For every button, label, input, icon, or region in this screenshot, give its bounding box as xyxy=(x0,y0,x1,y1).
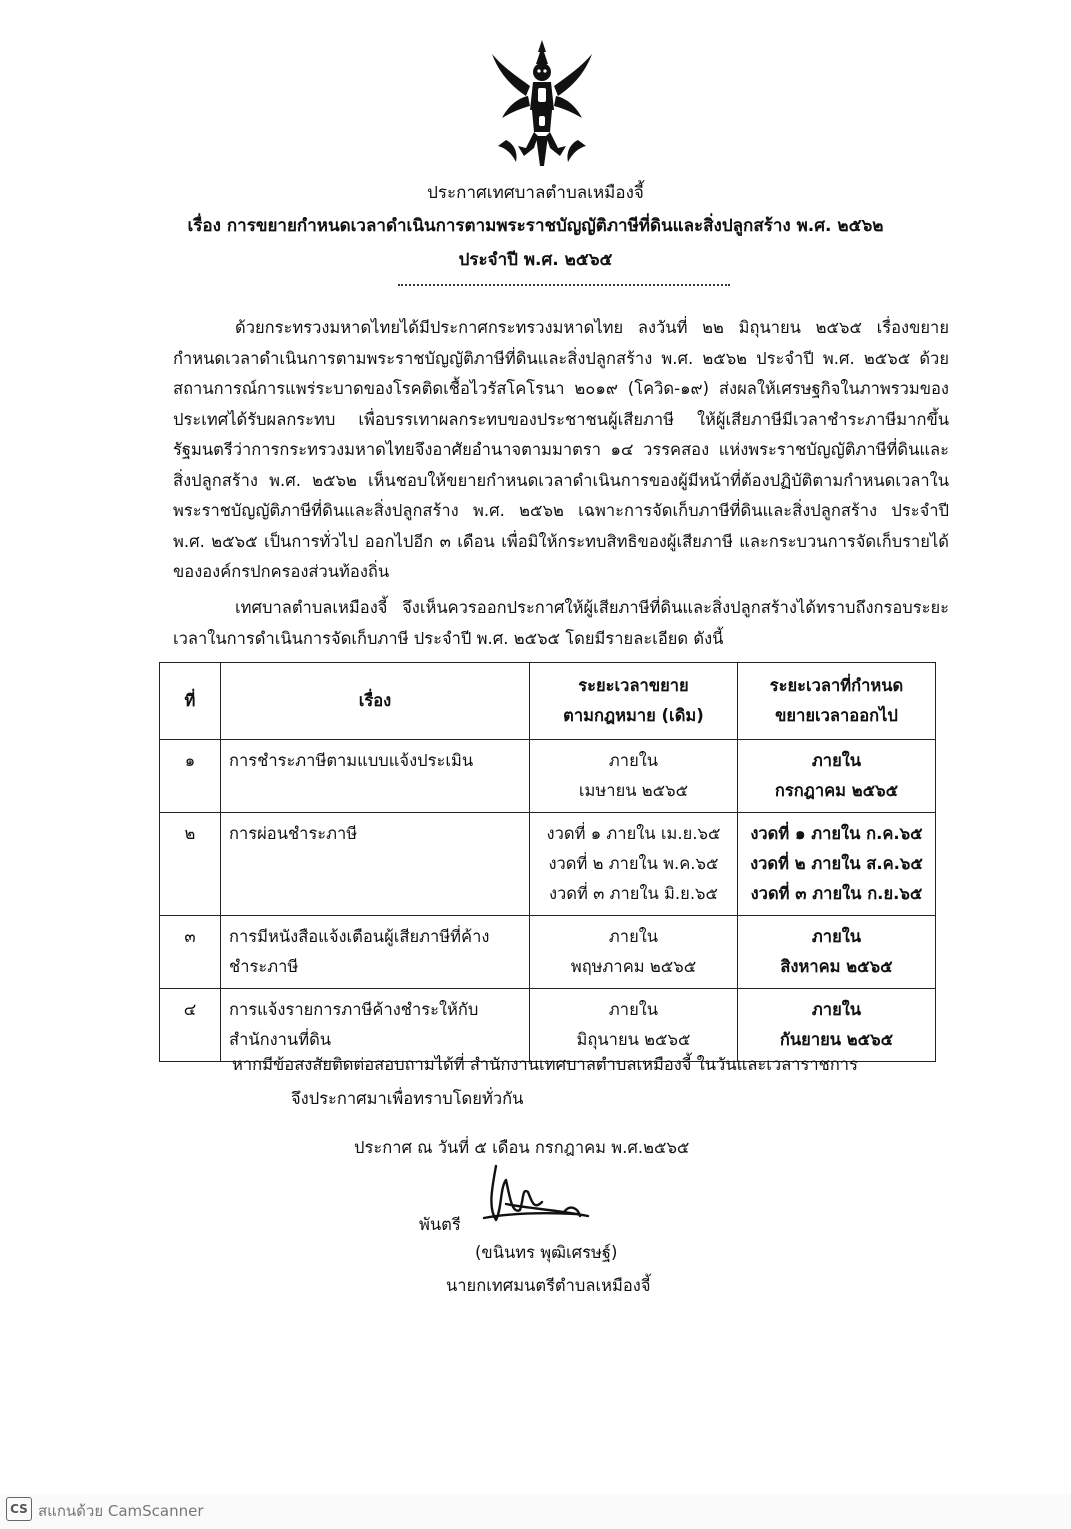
row-old-period: ภายใน พฤษภาคม ๒๕๖๕ xyxy=(530,916,738,989)
row-subject: การผ่อนชำระภาษี xyxy=(221,813,530,916)
table-row xyxy=(160,916,936,989)
table-row xyxy=(160,813,936,916)
row-number: ๒ xyxy=(160,813,221,916)
row-number: ๑ xyxy=(160,740,221,813)
table-row xyxy=(160,740,936,813)
header-subject: เรื่อง xyxy=(221,663,530,740)
body-paragraph-2: เทศบาลตำบลเหมืองจี้ จึงเห็นควรออกประกาศให้ผู้เสียภาษีที่ดินและสิ่งปลูกสร้างได้ทราบถึงกรอบระยะเวลาในการดำเนินการจัดเก็บภาษี ประจำปี พ.ศ. ๒๕๖๕ โดยมีรายละเอียด ดังนี้ xyxy=(173,598,949,648)
announce-line: จึงประกาศมาเพื่อทราบโดยทั่วกัน xyxy=(291,1089,524,1108)
body-paragraph-1: ด้วยกระทรวงมหาดไทยได้มีประกาศกระทรวงมหาดไทย ลงวันที่ ๒๒ มิถุนายน ๒๕๖๕ เรื่องขยายกำหนดเวลาดำเนินการตามพระราชบัญญัติภาษีที่ดินและสิ่งปลูกสร้าง พ.ศ. ๒๕๖๒ ประจำปี พ.ศ. ๒๕๖๕ ด้วยสถานการณ์การแพร่ระบาดของโรคติดเชื้อไวรัสโคโรนา ๒๐๑๙ (โควิด-๑๙) ส่งผลให้เศรษฐกิจในภาพรวมของประเทศได้รับผลกระทบ เพื่อบรรเทาผลกระทบของประชาชนผู้เสียภาษี ให้ผู้เสียภาษีมีเวลาชำระภาษีมากขึ้น รัฐมนตรีว่าการกระทรวงมหาดไทยจึงอาศัยอำนาจตามมาตรา ๑๔ วรรคสอง แห่งพระราชบัญญัติภาษีที่ดินและสิ่งปลูกสร้าง พ.ศ. ๒๕๖๒ เห็นชอบให้ขยายกำหนดเวลาดำเนินการของผู้มีหน้าที่ต้องปฏิบัติตามกำหนดเวลาในพระราชบัญญัติภาษีที่ดินและสิ่งปลูกสร้าง พ.ศ. ๒๕๖๒ เฉพาะการจัดเก็บภาษีที่ดินและสิ่งปลูกสร้าง ประจำปี พ.ศ. ๒๕๖๕ เป็นการทั่วไป ออกไปอีก ๓ เดือน เพื่อมิให้กระทบสิทธิของผู้เสียภาษี และกระบวนการจัดเก็บรายได้ขององค์กรปกครองส่วนท้องถิ่น xyxy=(173,318,949,581)
row-new-period: ภายใน กันยายน ๒๕๖๕ xyxy=(738,989,936,1062)
signer-rank: พันตรี xyxy=(419,1215,461,1234)
announcement-issuer: ประกาศเทศบาลตำบลเหมืองจี้ xyxy=(427,183,644,203)
row-new-period: ภายใน สิงหาคม ๒๕๖๕ xyxy=(738,916,936,989)
row-subject: การแจ้งรายการภาษีค้างชำระให้กับสำนักงานที่ดิน xyxy=(221,989,530,1062)
signer-position: นายกเทศมนตรีตำบลเหมืองจี้ xyxy=(446,1276,651,1295)
header-no: ที่ xyxy=(160,663,221,740)
announcement-year: ประจำปี พ.ศ. ๒๕๖๕ xyxy=(458,250,613,270)
table-row xyxy=(160,989,936,1062)
row-new-period: ภายใน กรกฎาคม ๒๕๖๕ xyxy=(738,740,936,813)
header-old-period: ระยะเวลาขยาย ตามกฎหมาย (เดิม) xyxy=(530,663,738,740)
announcement-subject: เรื่อง การขยายกำหนดเวลาดำเนินการตามพระราชบัญญัติภาษีที่ดินและสิ่งปลูกสร้าง พ.ศ. ๒๕๖๒ xyxy=(187,216,884,236)
contact-note: หากมีข้อสงสัยติดต่อสอบถามได้ที่ สำนักงานเทศบาลตำบลเหมืองจี้ ในวันและเวลาราชการ xyxy=(232,1055,858,1074)
row-new-period: งวดที่ ๑ ภายใน ก.ค.๖๕ งวดที่ ๒ ภายใน ส.ค.๖๕ งวดที่ ๓ ภายใน ก.ย.๖๕ xyxy=(738,813,936,916)
row-number: ๓ xyxy=(160,916,221,989)
signature-scribble xyxy=(466,1158,596,1238)
announce-date: ประกาศ ณ วันที่ ๕ เดือน กรกฎาคม พ.ศ.๒๕๖๕ xyxy=(354,1138,690,1157)
row-old-period: ภายใน เมษายน ๒๕๖๕ xyxy=(530,740,738,813)
header-new-period: ระยะเวลาที่กำหนด ขยายเวลาออกไป xyxy=(738,663,936,740)
schedule-table xyxy=(159,662,936,1062)
camscanner-logo-icon: CS xyxy=(6,1497,32,1521)
garuda-emblem-icon xyxy=(488,36,596,172)
row-old-period: งวดที่ ๑ ภายใน เม.ย.๖๕ งวดที่ ๒ ภายใน พ.ค.๖๕ งวดที่ ๓ ภายใน มิ.ย.๖๕ xyxy=(530,813,738,916)
dotted-divider xyxy=(398,284,730,286)
row-subject: การชำระภาษีตามแบบแจ้งประเมิน xyxy=(221,740,530,813)
row-subject: การมีหนังสือแจ้งเตือนผู้เสียภาษีที่ค้างชำระภาษี xyxy=(221,916,530,989)
row-old-period: ภายใน มิถุนายน ๒๕๖๕ xyxy=(530,989,738,1062)
scanner-watermark: สแกนด้วย CamScanner xyxy=(38,1502,204,1520)
table-header-row xyxy=(160,663,936,740)
signer-name: (ขนินทร พุฒิเศรษฐ์) xyxy=(475,1243,618,1262)
row-number: ๔ xyxy=(160,989,221,1062)
